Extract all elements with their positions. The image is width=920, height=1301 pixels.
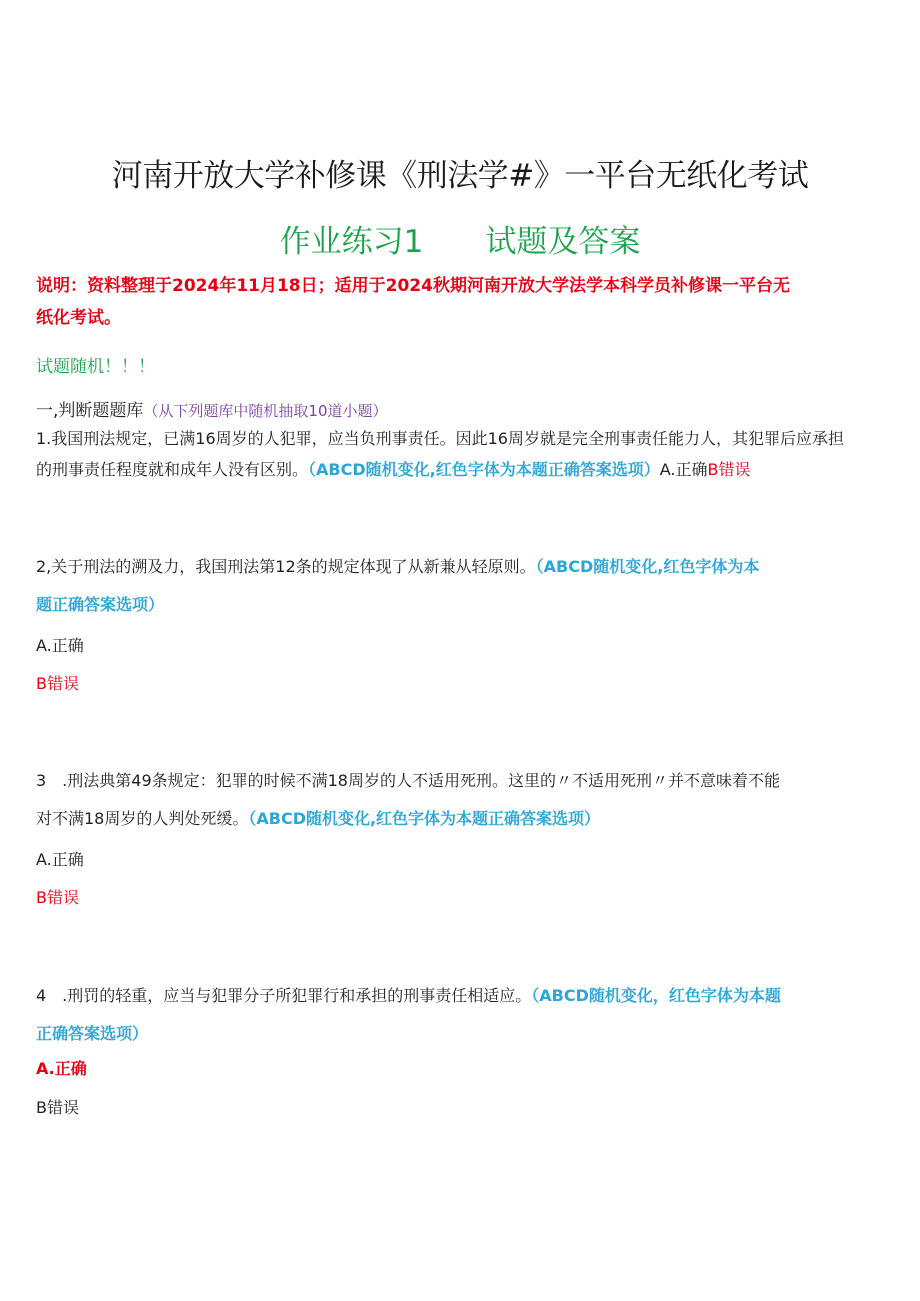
question-4-line-1 xyxy=(36,980,781,1011)
question-2-text: 2,关于刑法的溯及力，我国刑法第12条的规定体现了从新兼从轻原则。 xyxy=(36,557,536,576)
document-subtitle xyxy=(0,216,920,261)
section-heading xyxy=(36,396,388,421)
question-1-line-2 xyxy=(36,454,844,485)
question-2-continued xyxy=(36,589,164,620)
question-3-line-1: 3 .刑法典第49条规定：犯罪的时候不满18周岁的人不适用死刑。这里的〃不适用死刑〃并不意味着不能 xyxy=(36,771,780,790)
question-3-continued xyxy=(36,803,600,834)
question-1-option-a: A.正确 xyxy=(659,460,708,479)
section-hint: （从下列题库中随机抽取10道小题） xyxy=(143,402,388,420)
question-4-hint-2: 正确答案选项） xyxy=(36,1024,149,1043)
document-title: 河南开放大学补修课《刑法学#》一平台无纸化考试 xyxy=(111,158,809,194)
question-2-hint-2: 题正确答案选项） xyxy=(36,595,165,614)
question-3-hint: （ABCD随机变化,红色字体为本题正确答案选项） xyxy=(248,809,601,828)
question-1 xyxy=(36,423,844,485)
question-3-option-a: A.正确 xyxy=(36,850,84,869)
question-3-option-b: B错误 xyxy=(36,888,79,907)
note-line-2: 纸化考试。 xyxy=(36,308,121,328)
note-line-1: 说明：资料整理于2024年11月18日；适用于2024秋期河南开放大学法学本科学员补修课一平台无 xyxy=(36,276,790,296)
subtitle-left: 作业练习1 xyxy=(279,224,424,260)
question-3 xyxy=(36,765,780,796)
question-4-option-b: B错误 xyxy=(36,1098,79,1117)
question-1-option-b: B错误 xyxy=(707,460,751,479)
question-2-option-a: A.正确 xyxy=(36,636,84,655)
question-1-hint: （ABCD随机变化,红色字体为本题正确答案选项） xyxy=(308,460,660,479)
question-2 xyxy=(36,551,759,582)
instructions-note xyxy=(36,270,896,334)
random-note: 试题随机！！！ xyxy=(36,357,155,377)
question-4-text: 4 .刑罚的轻重，应当与犯罪分子所犯罪行和承担的刑事责任相适应。 xyxy=(36,986,532,1005)
question-4-option-a: A.正确 xyxy=(36,1059,87,1078)
question-1-text: 的刑事责任程度就和成年人没有区别。 xyxy=(36,460,309,479)
question-4 xyxy=(36,980,781,1011)
question-3-text: 对不满18周岁的人判处死缓。 xyxy=(36,809,249,828)
question-2-hint-1: （ABCD随机变化,红色字体为本 xyxy=(535,557,760,576)
subtitle-right: 试题及答案 xyxy=(485,224,641,260)
question-4-hint-1: （ABCD随机变化，红色字体为本题 xyxy=(531,986,781,1005)
section-title: 一,判断题题库 xyxy=(36,401,144,421)
question-2-line-1 xyxy=(36,551,759,582)
question-4-continued xyxy=(36,1018,148,1049)
question-1-line-1: 1.我国刑法规定，已满16周岁的人犯罪，应当负刑事责任。因此16周岁就是完全刑事责任能力人，其犯罪后应承担 xyxy=(36,429,844,448)
question-2-option-b: B错误 xyxy=(36,674,79,693)
